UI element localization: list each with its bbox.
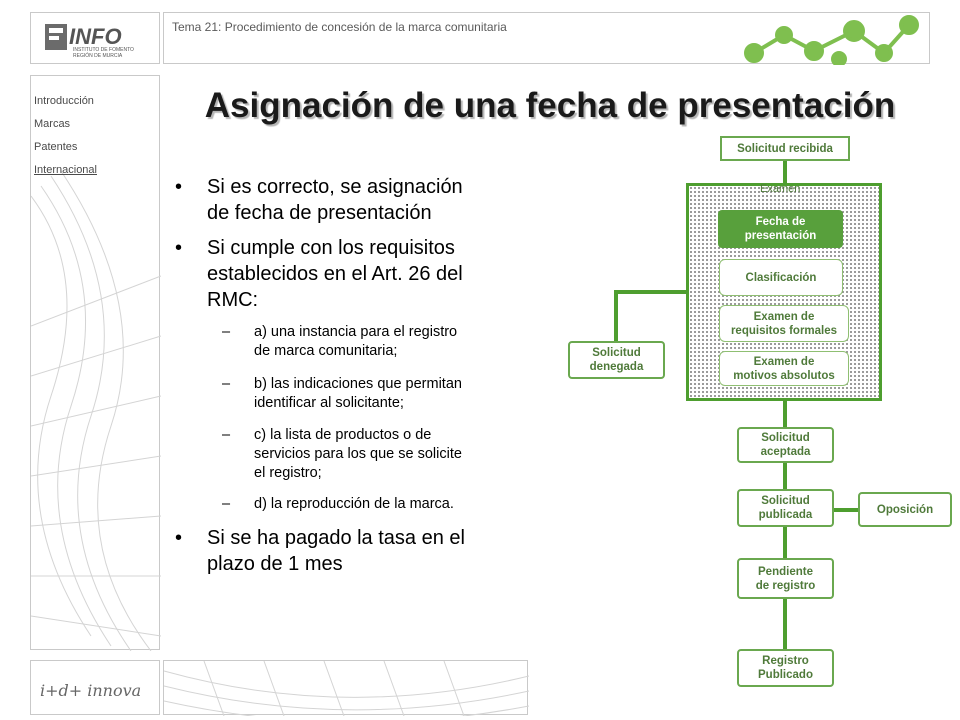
- nav-internacional[interactable]: Internacional: [34, 164, 97, 176]
- bullet-3: Si se ha pagado la tasa en el plazo de 1 mes: [207, 527, 465, 575]
- footer-panel: [163, 660, 528, 715]
- sub-item-a: a) una instancia para el registro de marca comunitaria;: [254, 324, 458, 359]
- sub-item-b: b) las indicaciones que permitan identificar al solicitante;: [254, 376, 462, 411]
- innova-logo: [40, 678, 155, 702]
- bullet-marker: •: [175, 176, 183, 198]
- bullet-marker: •: [175, 237, 183, 259]
- logo-subtitle-2: REGIÓN DE MURCIA: [73, 53, 123, 59]
- connector-line: [614, 290, 688, 294]
- connector-line: [783, 526, 787, 559]
- node-solicitud-aceptada: Solicitud aceptada: [737, 427, 834, 463]
- connector-line: [783, 598, 787, 650]
- slide-title: Asignación de una fecha de presentación: [204, 86, 896, 125]
- node-pendiente-registro: Pendiente de registro: [737, 558, 834, 599]
- wireframe-decoration: [164, 661, 529, 716]
- node-examen-requisitos: Examen de requisitos formales: [719, 305, 849, 342]
- node-fecha-presentacion: Fecha de presentación: [718, 210, 843, 248]
- nav-patentes[interactable]: Patentes: [34, 141, 78, 153]
- sub-marker: –: [222, 427, 231, 443]
- sub-item-d: d) la reproducción de la marca.: [254, 496, 454, 512]
- sub-marker: –: [222, 376, 231, 392]
- node-solicitud-recibida: Solicitud recibida: [720, 136, 850, 161]
- node-registro-publicado: Registro Publicado: [737, 649, 834, 687]
- connector-line: [832, 508, 859, 512]
- examen-label: Examen: [760, 183, 801, 195]
- connector-line: [783, 400, 787, 428]
- logo-text: INFO: [69, 24, 122, 49]
- sub-item-c: c) la lista de productos o de servicios para los que se solicite el registro;: [254, 427, 462, 481]
- logo-subtitle-1: INSTITUTO DE FOMENTO: [73, 47, 134, 53]
- nav-marcas[interactable]: Marcas: [34, 118, 71, 130]
- node-examen-motivos: Examen de motivos absolutos: [719, 351, 849, 386]
- info-logo: [45, 20, 150, 60]
- sub-marker: –: [222, 496, 231, 512]
- bullet-marker: •: [175, 527, 183, 549]
- nav-introduccion[interactable]: Introducción: [34, 95, 94, 107]
- wireframe-decoration: [31, 76, 161, 651]
- sub-marker: –: [222, 324, 231, 340]
- connector-line: [783, 462, 787, 490]
- node-oposicion: Oposición: [858, 492, 952, 527]
- topic-title: Tema 21: Procedimiento de concesión de la marca comunitaria: [172, 20, 507, 34]
- sidebar-panel: [30, 75, 160, 650]
- node-solicitud-denegada: Solicitud denegada: [568, 341, 665, 379]
- node-clasificacion: Clasificación: [719, 259, 843, 296]
- footer-brand: i+d+ innova: [40, 681, 142, 700]
- bullet-1: Si es correcto, se asignación de fecha de presentación: [207, 176, 463, 224]
- connector-line: [614, 290, 618, 342]
- connector-line: [783, 160, 787, 184]
- node-solicitud-publicada: Solicitud publicada: [737, 489, 834, 527]
- bullet-2: Si cumple con los requisitos establecidos en el Art. 26 del RMC:: [207, 237, 463, 311]
